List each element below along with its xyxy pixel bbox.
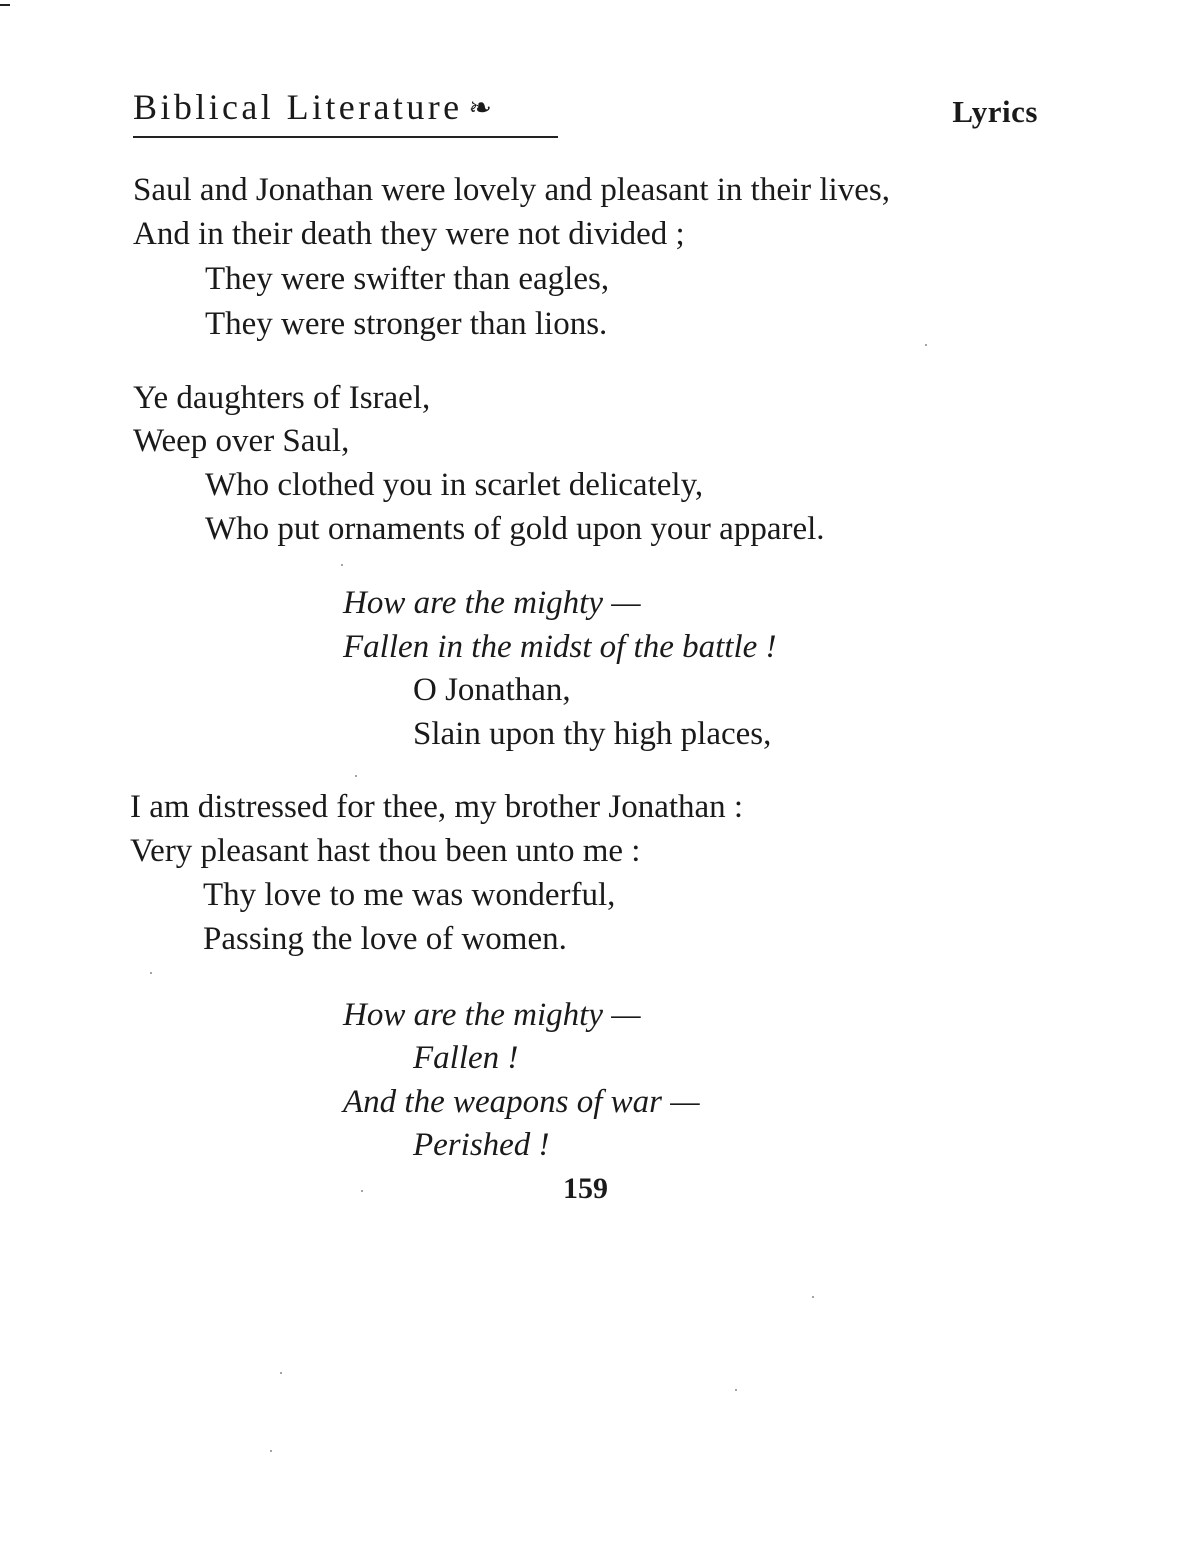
stanza-4-line-4: Passing the love of women. xyxy=(203,921,567,957)
scan-edge-mark xyxy=(0,4,10,6)
stanza-1-line-3: They were swifter than eagles, xyxy=(205,261,610,297)
running-title-text: Biblical Literature xyxy=(133,87,463,127)
stanza-2-line-3: Who clothed you in scarlet delicately, xyxy=(205,467,704,503)
stanza-1-line-1: Saul and Jonathan were lovely and pleasant in their lives, xyxy=(133,172,890,208)
refrain-2-line-1: How are the mighty — xyxy=(343,997,641,1033)
refrain-2-line-3: And the weapons of war — xyxy=(343,1084,700,1120)
hand-fleuron-icon: ❧ xyxy=(468,93,492,124)
scan-speck xyxy=(150,972,152,974)
stanza-1-line-4: They were stronger than lions. xyxy=(205,306,608,342)
refrain-2-line-2: Fallen ! xyxy=(413,1040,519,1076)
stanza-4-line-3: Thy love to me was wonderful, xyxy=(203,877,616,913)
running-head xyxy=(133,86,1038,142)
stanza-2-line-1: Ye daughters of Israel, xyxy=(133,380,431,416)
running-title-rule xyxy=(133,136,558,138)
scan-speck xyxy=(270,1450,272,1452)
refrain-1-line-2: Fallen in the midst of the battle ! xyxy=(343,629,777,665)
stanza-4-line-2: Very pleasant hast thou been unto me : xyxy=(130,833,641,869)
stanza-2-line-2: Weep over Saul, xyxy=(133,423,350,459)
stanza-4-line-1: I am distressed for thee, my brother Jonathan : xyxy=(130,789,744,825)
stanza-2-line-4: Who put ornaments of gold upon your apparel. xyxy=(205,511,825,547)
refrain-1-line-3: O Jonathan, xyxy=(413,672,571,708)
scan-speck xyxy=(361,1190,363,1192)
refrain-1-line-4: Slain upon thy high places, xyxy=(413,716,772,752)
scan-speck xyxy=(925,344,927,346)
refrain-2-line-4: Perished ! xyxy=(413,1127,550,1163)
stanza-1-line-2: And in their death they were not divided ; xyxy=(133,216,685,252)
section-title: Lyrics xyxy=(952,94,1038,129)
scan-speck xyxy=(341,564,343,566)
refrain-1-line-1: How are the mighty — xyxy=(343,585,641,621)
scan-speck xyxy=(280,1372,282,1374)
page-number: 159 xyxy=(563,1172,608,1205)
running-title xyxy=(133,86,492,128)
scan-speck xyxy=(355,775,357,777)
scan-speck xyxy=(735,1389,737,1391)
scan-speck xyxy=(812,1296,814,1298)
